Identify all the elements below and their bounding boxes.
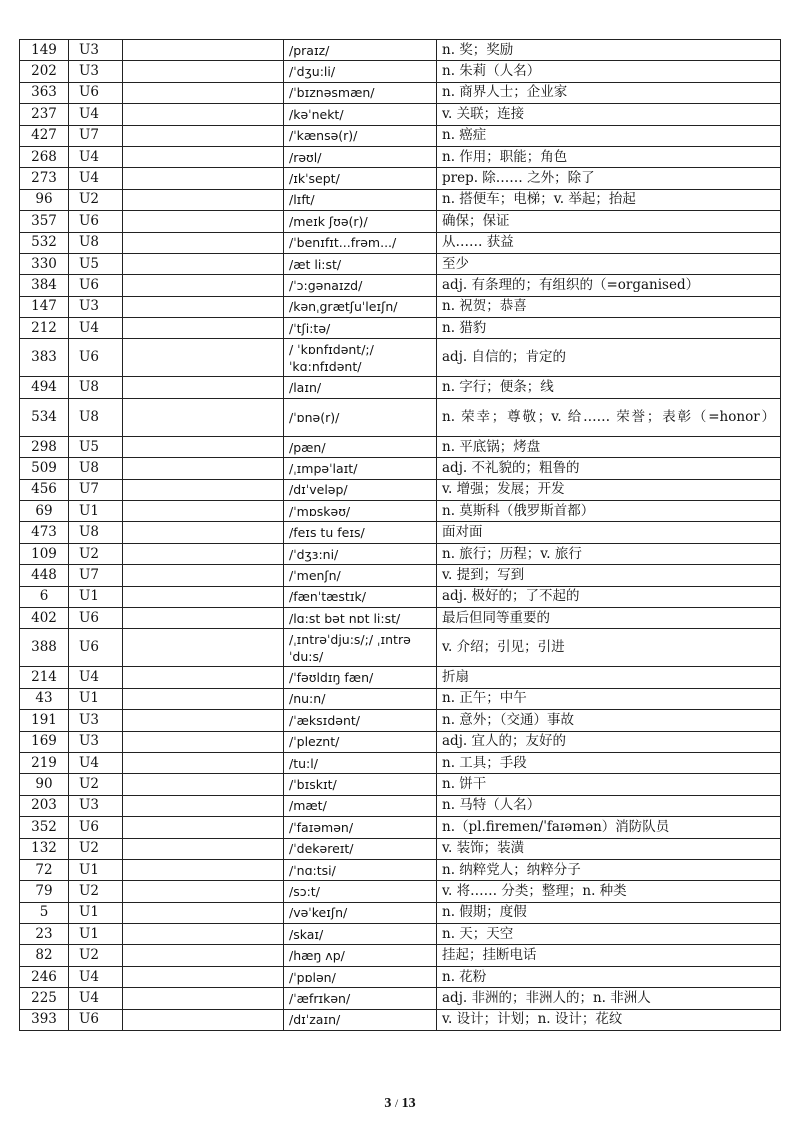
definition-cell: n. 作用；职能；角色 [437, 146, 781, 167]
entry-number-cell: 82 [20, 945, 69, 966]
definition-cell: v. 介绍；引见；引进 [437, 629, 781, 667]
table-row [20, 774, 781, 795]
unit-cell: U6 [69, 275, 123, 296]
word-cell [123, 318, 284, 339]
unit-cell: U5 [69, 436, 123, 457]
phonetic-cell: /skaɪ/ [284, 924, 437, 945]
entry-number-cell: 147 [20, 296, 69, 317]
word-cell [123, 817, 284, 838]
phonetic-cell: /ˈæfrɪkən/ [284, 988, 437, 1009]
phonetic-cell: /ˈnɑ:tsi/ [284, 859, 437, 880]
phonetic-cell: /rəʊl/ [284, 146, 437, 167]
unit-cell: U2 [69, 543, 123, 564]
unit-cell: U4 [69, 168, 123, 189]
entry-number-cell: 509 [20, 458, 69, 479]
phonetic-cell: /ˈpɒlən/ [284, 966, 437, 987]
phonetic-cell: /ˌɪntrəˈdju:s/;/ ˌɪntrəˈdu:s/ [284, 629, 437, 667]
entry-number-cell: 357 [20, 211, 69, 232]
phonetic-cell: /ɪkˈsept/ [284, 168, 437, 189]
unit-cell: U8 [69, 522, 123, 543]
table-row [20, 377, 781, 398]
table-row [20, 232, 781, 253]
unit-cell: U4 [69, 318, 123, 339]
entry-number-cell: 473 [20, 522, 69, 543]
word-cell [123, 398, 284, 436]
definition-cell: v. 将…… 分类；整理；n. 种类 [437, 881, 781, 902]
phonetic-cell: /dɪˈzaɪn/ [284, 1009, 437, 1030]
entry-number-cell: 6 [20, 586, 69, 607]
page-number [0, 1096, 800, 1112]
definition-cell: v. 增强；发展；开发 [437, 479, 781, 500]
phonetic-cell: /ˈpleznt/ [284, 731, 437, 752]
definition-cell: n. 祝贺；恭喜 [437, 296, 781, 317]
word-cell [123, 731, 284, 752]
word-cell [123, 458, 284, 479]
word-cell [123, 522, 284, 543]
word-cell [123, 859, 284, 880]
phonetic-cell: /nu:n/ [284, 688, 437, 709]
unit-cell: U1 [69, 501, 123, 522]
unit-cell: U7 [69, 479, 123, 500]
table-row [20, 924, 781, 945]
table-row [20, 881, 781, 902]
table-row [20, 817, 781, 838]
definition-cell: n. 朱莉（人名） [437, 61, 781, 82]
table-row [20, 82, 781, 103]
entry-number-cell: 427 [20, 125, 69, 146]
phonetic-cell: /ˌɪmpəˈlaɪt/ [284, 458, 437, 479]
table-row [20, 339, 781, 377]
entry-number-cell: 202 [20, 61, 69, 82]
phonetic-cell: /ˈdʒu:li/ [284, 61, 437, 82]
unit-cell: U4 [69, 988, 123, 1009]
phonetic-cell: /feɪs tu feɪs/ [284, 522, 437, 543]
entry-number-cell: 352 [20, 817, 69, 838]
table-row [20, 458, 781, 479]
word-cell [123, 296, 284, 317]
table-row [20, 607, 781, 628]
unit-cell: U1 [69, 859, 123, 880]
word-cell [123, 232, 284, 253]
unit-cell: U2 [69, 945, 123, 966]
entry-number-cell: 402 [20, 607, 69, 628]
entry-number-cell: 246 [20, 966, 69, 987]
word-cell [123, 774, 284, 795]
table-row [20, 988, 781, 1009]
table-row [20, 318, 781, 339]
definition-cell: n. 意外；（交通）事故 [437, 710, 781, 731]
definition-cell: 从…… 获益 [437, 232, 781, 253]
entry-number-cell: 191 [20, 710, 69, 731]
definition-cell: n. 马特（人名） [437, 795, 781, 816]
phonetic-cell: /tu:l/ [284, 752, 437, 773]
entry-number-cell: 219 [20, 752, 69, 773]
word-cell [123, 275, 284, 296]
phonetic-cell: /kənˌgrætʃuˈleɪʃn/ [284, 296, 437, 317]
entry-number-cell: 384 [20, 275, 69, 296]
table-row [20, 565, 781, 586]
unit-cell: U3 [69, 61, 123, 82]
phonetic-cell: /kəˈnekt/ [284, 104, 437, 125]
entry-number-cell: 109 [20, 543, 69, 564]
word-cell [123, 565, 284, 586]
word-cell [123, 629, 284, 667]
word-cell [123, 945, 284, 966]
phonetic-cell: /ˈɔ:gənaɪzd/ [284, 275, 437, 296]
word-cell [123, 82, 284, 103]
unit-cell: U6 [69, 339, 123, 377]
entry-number-cell: 96 [20, 189, 69, 210]
table-row [20, 688, 781, 709]
definition-cell: adj. 自信的；肯定的 [437, 339, 781, 377]
unit-cell: U4 [69, 966, 123, 987]
phonetic-cell: /ˈdʒɜ:ni/ [284, 543, 437, 564]
word-cell [123, 168, 284, 189]
entry-number-cell: 79 [20, 881, 69, 902]
word-cell [123, 479, 284, 500]
entry-number-cell: 72 [20, 859, 69, 880]
phonetic-cell: /ˈtʃi:tə/ [284, 318, 437, 339]
unit-cell: U3 [69, 710, 123, 731]
unit-cell: U6 [69, 82, 123, 103]
phonetic-cell: /vəˈkeɪʃn/ [284, 902, 437, 923]
table-row [20, 752, 781, 773]
unit-cell: U6 [69, 607, 123, 628]
unit-cell: U1 [69, 586, 123, 607]
unit-cell: U1 [69, 688, 123, 709]
definition-cell: 挂起；挂断电话 [437, 945, 781, 966]
entry-number-cell: 203 [20, 795, 69, 816]
table-row [20, 61, 781, 82]
phonetic-cell: /ˈbɪskɪt/ [284, 774, 437, 795]
phonetic-cell: /ˈmɒskəʊ/ [284, 501, 437, 522]
unit-cell: U3 [69, 731, 123, 752]
table-row [20, 731, 781, 752]
word-cell [123, 211, 284, 232]
definition-cell: n. 工具；手段 [437, 752, 781, 773]
entry-number-cell: 268 [20, 146, 69, 167]
phonetic-cell: /lɑ:st bət nɒt li:st/ [284, 607, 437, 628]
entry-number-cell: 448 [20, 565, 69, 586]
unit-cell: U4 [69, 667, 123, 688]
definition-cell: n. 莫斯科（俄罗斯首都） [437, 501, 781, 522]
phonetic-cell: /ˈmenʃn/ [284, 565, 437, 586]
definition-cell: 最后但同等重要的 [437, 607, 781, 628]
word-cell [123, 607, 284, 628]
table-row [20, 168, 781, 189]
word-cell [123, 988, 284, 1009]
word-cell [123, 40, 284, 61]
table-row [20, 296, 781, 317]
definition-cell: n. 假期；度假 [437, 902, 781, 923]
unit-cell: U8 [69, 458, 123, 479]
table-row [20, 966, 781, 987]
table-row [20, 586, 781, 607]
unit-cell: U6 [69, 1009, 123, 1030]
unit-cell: U6 [69, 817, 123, 838]
entry-number-cell: 494 [20, 377, 69, 398]
definition-cell: adj. 极好的；了不起的 [437, 586, 781, 607]
entry-number-cell: 273 [20, 168, 69, 189]
table-row [20, 902, 781, 923]
unit-cell: U2 [69, 189, 123, 210]
unit-cell: U4 [69, 752, 123, 773]
unit-cell: U6 [69, 211, 123, 232]
word-cell [123, 966, 284, 987]
word-cell [123, 436, 284, 457]
entry-number-cell: 237 [20, 104, 69, 125]
definition-cell: n. 纳粹党人；纳粹分子 [437, 859, 781, 880]
definition-cell: n. 搭便车；电梯；v. 举起；抬起 [437, 189, 781, 210]
phonetic-cell: /meɪk ʃʊə(r)/ [284, 211, 437, 232]
definition-cell: n. 天；天空 [437, 924, 781, 945]
word-cell [123, 752, 284, 773]
entry-number-cell: 330 [20, 253, 69, 274]
definition-cell: n. 猎豹 [437, 318, 781, 339]
unit-cell: U2 [69, 774, 123, 795]
table-row [20, 543, 781, 564]
unit-cell: U2 [69, 838, 123, 859]
phonetic-cell: /mæt/ [284, 795, 437, 816]
phonetic-cell: /ˈkænsə(r)/ [284, 125, 437, 146]
unit-cell: U7 [69, 565, 123, 586]
page-separator: / [394, 1096, 399, 1110]
word-cell [123, 1009, 284, 1030]
phonetic-cell: / ˈkɒnfɪdənt/;/ ˈkɑ:nfɪdənt/ [284, 339, 437, 377]
word-cell [123, 710, 284, 731]
vocabulary-table-body [20, 40, 781, 1031]
table-row [20, 211, 781, 232]
definition-cell: n. 荣幸；尊敬；v. 给…… 荣誉；表彰（=honor） [437, 398, 781, 436]
unit-cell: U5 [69, 253, 123, 274]
entry-number-cell: 5 [20, 902, 69, 923]
definition-cell: n. 商界人士；企业家 [437, 82, 781, 103]
table-row [20, 398, 781, 436]
definition-cell: v. 设计；计划；n. 设计；花纹 [437, 1009, 781, 1030]
word-cell [123, 586, 284, 607]
unit-cell: U1 [69, 924, 123, 945]
word-cell [123, 339, 284, 377]
phonetic-cell: /pæn/ [284, 436, 437, 457]
table-row [20, 189, 781, 210]
phonetic-cell: /ˈfaɪəmən/ [284, 817, 437, 838]
entry-number-cell: 383 [20, 339, 69, 377]
phonetic-cell: /ˈæksɪdənt/ [284, 710, 437, 731]
definition-cell: n. 奖；奖励 [437, 40, 781, 61]
entry-number-cell: 363 [20, 82, 69, 103]
definition-cell: n. 旅行；历程；v. 旅行 [437, 543, 781, 564]
entry-number-cell: 532 [20, 232, 69, 253]
unit-cell: U6 [69, 629, 123, 667]
word-cell [123, 902, 284, 923]
definition-cell: n. 字行；便条；线 [437, 377, 781, 398]
phonetic-cell: /sɔ:t/ [284, 881, 437, 902]
table-row [20, 667, 781, 688]
entry-number-cell: 23 [20, 924, 69, 945]
word-cell [123, 543, 284, 564]
unit-cell: U1 [69, 902, 123, 923]
table-row [20, 859, 781, 880]
total-pages: 13 [401, 1096, 416, 1111]
entry-number-cell: 169 [20, 731, 69, 752]
word-cell [123, 146, 284, 167]
table-row [20, 945, 781, 966]
phonetic-cell: /praɪz/ [284, 40, 437, 61]
entry-number-cell: 388 [20, 629, 69, 667]
entry-number-cell: 225 [20, 988, 69, 1009]
entry-number-cell: 90 [20, 774, 69, 795]
phonetic-cell: /ˈbɪznəsmæn/ [284, 82, 437, 103]
definition-cell: adj. 非洲的；非洲人的；n. 非洲人 [437, 988, 781, 1009]
vocabulary-table [19, 39, 781, 1031]
entry-number-cell: 43 [20, 688, 69, 709]
definition-cell: adj. 不礼貌的；粗鲁的 [437, 458, 781, 479]
definition-cell: v. 提到；写到 [437, 565, 781, 586]
entry-number-cell: 149 [20, 40, 69, 61]
word-cell [123, 253, 284, 274]
phonetic-cell: /fænˈtæstɪk/ [284, 586, 437, 607]
definition-cell: adj. 有条理的；有组织的（=organised） [437, 275, 781, 296]
unit-cell: U4 [69, 146, 123, 167]
table-row [20, 479, 781, 500]
definition-cell: n. 正午；中午 [437, 688, 781, 709]
definition-cell: v. 关联；连接 [437, 104, 781, 125]
table-row [20, 522, 781, 543]
definition-cell: 折扇 [437, 667, 781, 688]
word-cell [123, 61, 284, 82]
word-cell [123, 688, 284, 709]
unit-cell: U8 [69, 398, 123, 436]
table-row [20, 629, 781, 667]
entry-number-cell: 69 [20, 501, 69, 522]
unit-cell: U2 [69, 881, 123, 902]
definition-cell: n. 饼干 [437, 774, 781, 795]
phonetic-cell: /hæŋ ʌp/ [284, 945, 437, 966]
word-cell [123, 377, 284, 398]
word-cell [123, 924, 284, 945]
definition-cell: v. 装饰；装潢 [437, 838, 781, 859]
table-row [20, 501, 781, 522]
table-row [20, 253, 781, 274]
definition-cell: n. 花粉 [437, 966, 781, 987]
unit-cell: U7 [69, 125, 123, 146]
entry-number-cell: 214 [20, 667, 69, 688]
definition-cell: 面对面 [437, 522, 781, 543]
phonetic-cell: /dɪˈveləp/ [284, 479, 437, 500]
table-row [20, 275, 781, 296]
definition-cell: n. 平底锅；烤盘 [437, 436, 781, 457]
word-cell [123, 189, 284, 210]
phonetic-cell: /ˈɒnə(r)/ [284, 398, 437, 436]
definition-cell: n.（pl.firemen/ˈfaɪəmən）消防队员 [437, 817, 781, 838]
word-cell [123, 795, 284, 816]
table-row [20, 1009, 781, 1030]
unit-cell: U8 [69, 232, 123, 253]
table-row [20, 125, 781, 146]
entry-number-cell: 456 [20, 479, 69, 500]
entry-number-cell: 298 [20, 436, 69, 457]
table-row [20, 436, 781, 457]
unit-cell: U3 [69, 795, 123, 816]
word-cell [123, 881, 284, 902]
unit-cell: U8 [69, 377, 123, 398]
phonetic-cell: /ˈdekəreɪt/ [284, 838, 437, 859]
definition-cell: prep. 除…… 之外；除了 [437, 168, 781, 189]
word-cell [123, 501, 284, 522]
phonetic-cell: /ˈfəʊldɪŋ fæn/ [284, 667, 437, 688]
unit-cell: U3 [69, 40, 123, 61]
entry-number-cell: 393 [20, 1009, 69, 1030]
definition-cell: 确保；保证 [437, 211, 781, 232]
word-cell [123, 838, 284, 859]
table-row [20, 838, 781, 859]
phonetic-cell: /æt li:st/ [284, 253, 437, 274]
word-cell [123, 667, 284, 688]
table-row [20, 104, 781, 125]
definition-cell: 至少 [437, 253, 781, 274]
entry-number-cell: 132 [20, 838, 69, 859]
table-row [20, 146, 781, 167]
definition-cell: n. 癌症 [437, 125, 781, 146]
table-row [20, 795, 781, 816]
definition-cell: adj. 宜人的；友好的 [437, 731, 781, 752]
phonetic-cell: /laɪn/ [284, 377, 437, 398]
entry-number-cell: 212 [20, 318, 69, 339]
entry-number-cell: 534 [20, 398, 69, 436]
word-cell [123, 125, 284, 146]
phonetic-cell: /lɪft/ [284, 189, 437, 210]
phonetic-cell: /ˈbenɪfɪt...frəm.../ [284, 232, 437, 253]
unit-cell: U4 [69, 104, 123, 125]
current-page: 3 [384, 1096, 392, 1111]
unit-cell: U3 [69, 296, 123, 317]
word-cell [123, 104, 284, 125]
table-row [20, 40, 781, 61]
table-row [20, 710, 781, 731]
